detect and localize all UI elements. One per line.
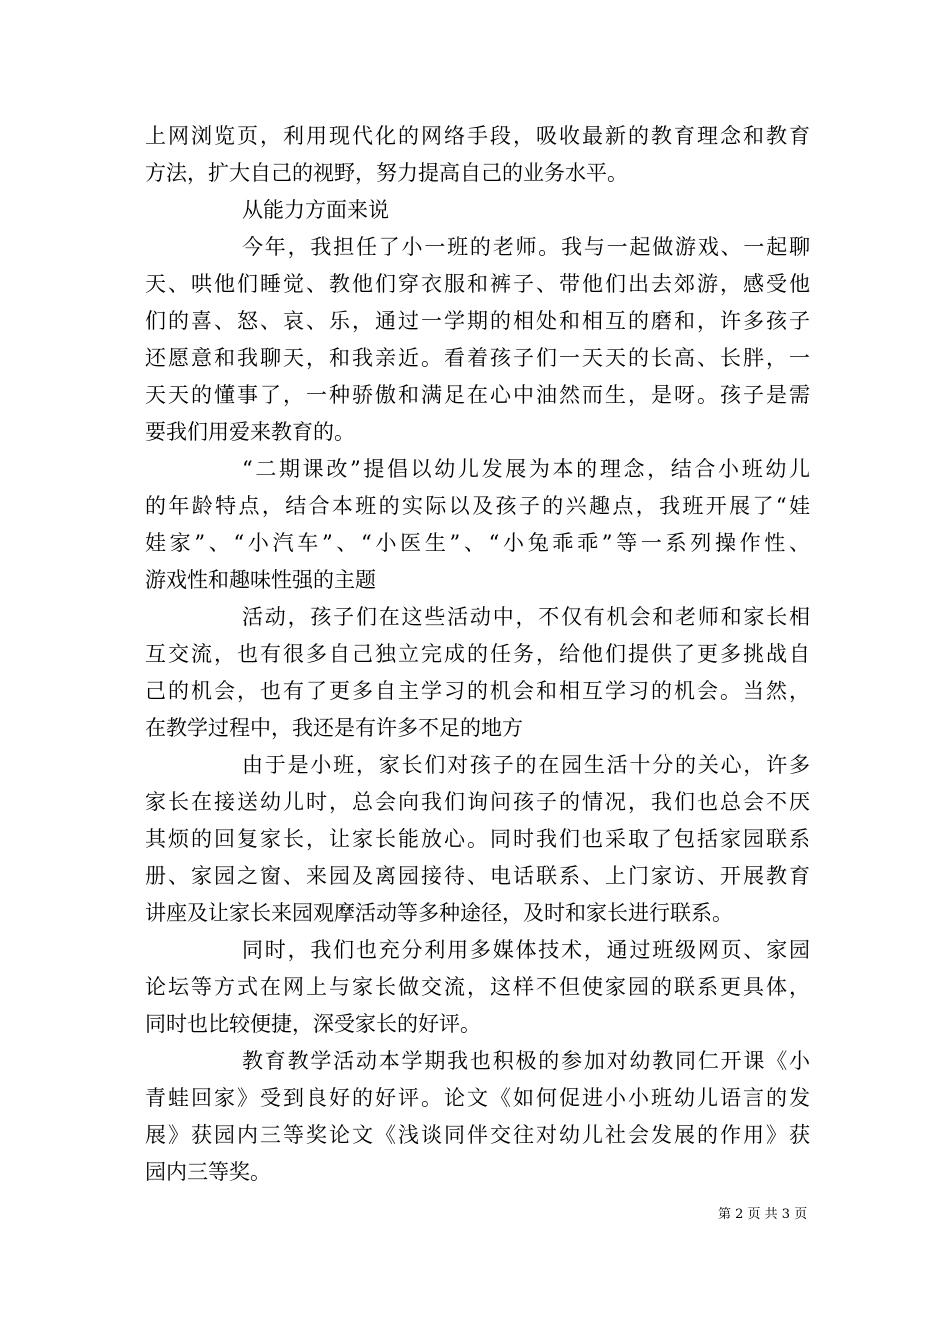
document-body bbox=[145, 118, 810, 1191]
text-line: 们的喜、怒、哀、乐，通过一学期的相处和相互的磨和，许多孩子 bbox=[145, 309, 810, 333]
text-line: 册、家园之窗、来园及离园接待、电话联系、上门家访、开展教育 bbox=[145, 864, 810, 888]
text-line: 同时也比较便捷，深受家长的好评。 bbox=[145, 1012, 481, 1036]
text-line: 游戏性和趣味性强的主题 bbox=[145, 568, 376, 592]
text-line: 己的机会，也有了更多自主学习的机会和相互学习的机会。当然， bbox=[145, 679, 810, 703]
text-line: 上网浏览页，利用现代化的网络手段，吸收最新的教育理念和教育 bbox=[145, 124, 810, 148]
text-line: 家长在接送幼儿时，总会向我们询问孩子的情况，我们也总会不厌 bbox=[145, 790, 810, 814]
text-line: 园内三等奖。 bbox=[145, 1160, 271, 1184]
text-line: 教育教学活动本学期我也积极的参加对幼教同仁开课《小 bbox=[242, 1049, 810, 1073]
text-line: 其烦的回复家长，让家长能放心。同时我们也采取了包括家园联系 bbox=[145, 827, 810, 851]
text-line: 娃家”、“小汽车”、“小医生”、“小兔乖乖”等一系列操作性、 bbox=[145, 531, 810, 555]
text-line: 从能力方面来说 bbox=[242, 198, 389, 222]
text-line: “二期课改”提倡以幼儿发展为本的理念，结合小班幼儿 bbox=[242, 457, 810, 481]
text-line: 的年龄特点，结合本班的实际以及孩子的兴趣点，我班开展了“娃 bbox=[145, 494, 810, 518]
text-line: 讲座及让家长来园观摩活动等多种途径，及时和家长进行联系。 bbox=[145, 901, 733, 925]
text-line: 在教学过程中，我还是有许多不足的地方 bbox=[145, 716, 523, 740]
text-line: 论坛等方式在网上与家长做交流，这样不但使家园的联系更具体， bbox=[145, 975, 810, 999]
text-line: 同时，我们也充分利用多媒体技术，通过班级网页、家园 bbox=[242, 938, 810, 962]
page-number: 第 2 页 共 3 页 bbox=[718, 1207, 808, 1222]
text-line: 展》获园内三等奖论文《浅谈同伴交往对幼儿社会发展的作用》获 bbox=[145, 1123, 810, 1147]
text-line: 活动，孩子们在这些活动中，不仅有机会和老师和家长相 bbox=[242, 605, 810, 629]
text-line: 今年，我担任了小一班的老师。我与一起做游戏、一起聊 bbox=[242, 235, 810, 259]
text-line: 天、哄他们睡觉、教他们穿衣服和裤子、带他们出去郊游，感受他 bbox=[145, 272, 810, 296]
text-line: 要我们用爱来教育的。 bbox=[145, 420, 355, 444]
text-line: 还愿意和我聊天，和我亲近。看着孩子们一天天的长高、长胖，一 bbox=[145, 346, 810, 370]
text-line: 青蛙回家》受到良好的好评。论文《如何促进小小班幼儿语言的发 bbox=[145, 1086, 810, 1110]
text-line: 天天的懂事了，一种骄傲和满足在心中油然而生，是呀。孩子是需 bbox=[145, 383, 810, 407]
text-line: 方法，扩大自己的视野，努力提高自己的业务水平。 bbox=[145, 161, 628, 185]
text-line: 由于是小班，家长们对孩子的在园生活十分的关心，许多 bbox=[242, 753, 810, 777]
text-line: 互交流，也有很多自己独立完成的任务，给他们提供了更多挑战自 bbox=[145, 642, 810, 666]
